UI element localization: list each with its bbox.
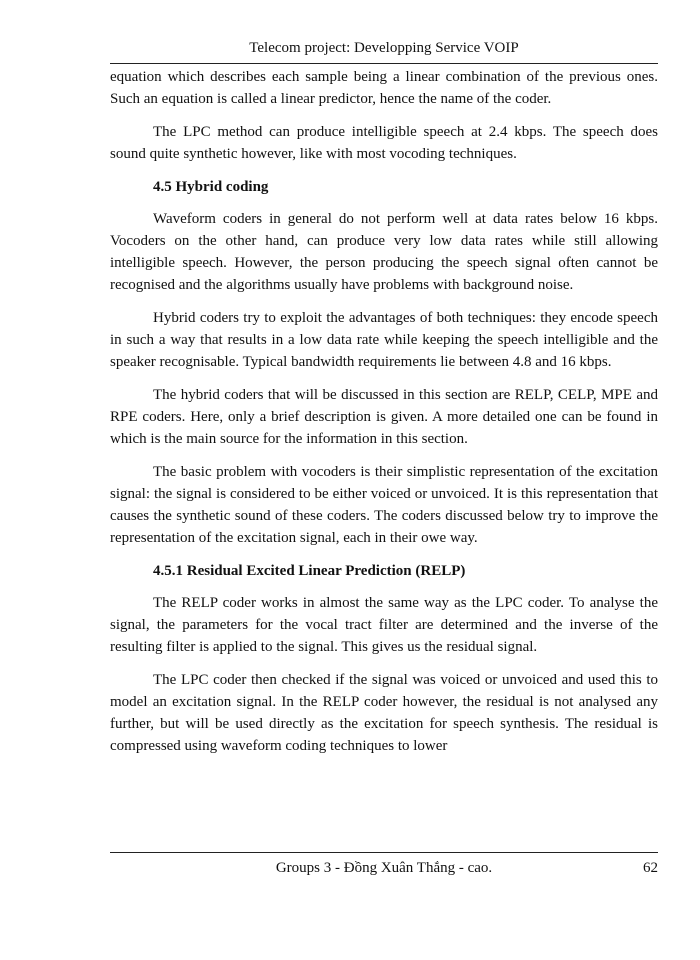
header-rule bbox=[110, 63, 658, 64]
footer-rule bbox=[110, 852, 658, 853]
paragraph-hybrid-coders: Hybrid coders try to exploit the advantages of both techniques: they encode speech in such a way that results in a low data rate while keeping the speech intelligible and the speaker recognisable. Typical bandwidth requirements lie between 4.8 and 16 kbps. bbox=[110, 310, 658, 370]
paragraph-discussed-coders: The hybrid coders that will be discussed in this section are RELP, CELP, MPE and RPE coders. Here, only a brief description is given. A more detailed one can be found in which is the main source for the information in this section. bbox=[110, 387, 658, 447]
section-heading-relp: 4.5.1 Residual Excited Linear Prediction (RELP) bbox=[153, 563, 466, 579]
body-text bbox=[110, 66, 658, 768]
section-heading-hybrid-coding: 4.5 Hybrid coding bbox=[153, 179, 269, 195]
page-number: 62 bbox=[643, 860, 658, 876]
paragraph-vocoder-problem: The basic problem with vocoders is their simplistic representation of the excitation signal: the signal is considered to be either voiced or unvoiced. It is this representation that causes the synthetic sound of these coders. The coders discussed below try to improve the representation of the excitation signal, each in their owe way. bbox=[110, 464, 658, 546]
footer-text: Groups 3 - Đồng Xuân Thắng - cao. bbox=[275, 860, 493, 876]
paragraph-relp-intro: The RELP coder works in almost the same way as the LPC coder. To analyse the signal, the parameters for the vocal tract filter are determined and the inverse of the resulting filter is applied to the signal. This gives us the residual signal. bbox=[110, 595, 658, 655]
paragraph-waveform-coders: Waveform coders in general do not perform well at data rates below 16 kbps. Vocoders on the other hand, can produce very low data rates while still allowing intelligible speech. However, the person producing the speech signal often cannot be recognised and the algorithms usually have problems with background noise. bbox=[110, 211, 658, 293]
paragraph-lpc-quality: The LPC method can produce intelligible speech at 2.4 kbps. The speech does sound quite synthetic however, like with most vocoding techniques. bbox=[110, 124, 658, 162]
paragraph-continuation: equation which describes each sample being a linear combination of the previous ones. Such an equation is called a linear predictor, hence the name of the coder. bbox=[110, 69, 658, 107]
running-header: Telecom project: Developping Service VOIP bbox=[249, 40, 519, 56]
paragraph-relp-residual: The LPC coder then checked if the signal was voiced or unvoiced and used this to model an excitation signal. In the RELP coder however, the residual is not analysed any further, but will be used directly as the excitation for speech synthesis. The residual is compressed using waveform coding techniques to lower bbox=[110, 672, 658, 754]
